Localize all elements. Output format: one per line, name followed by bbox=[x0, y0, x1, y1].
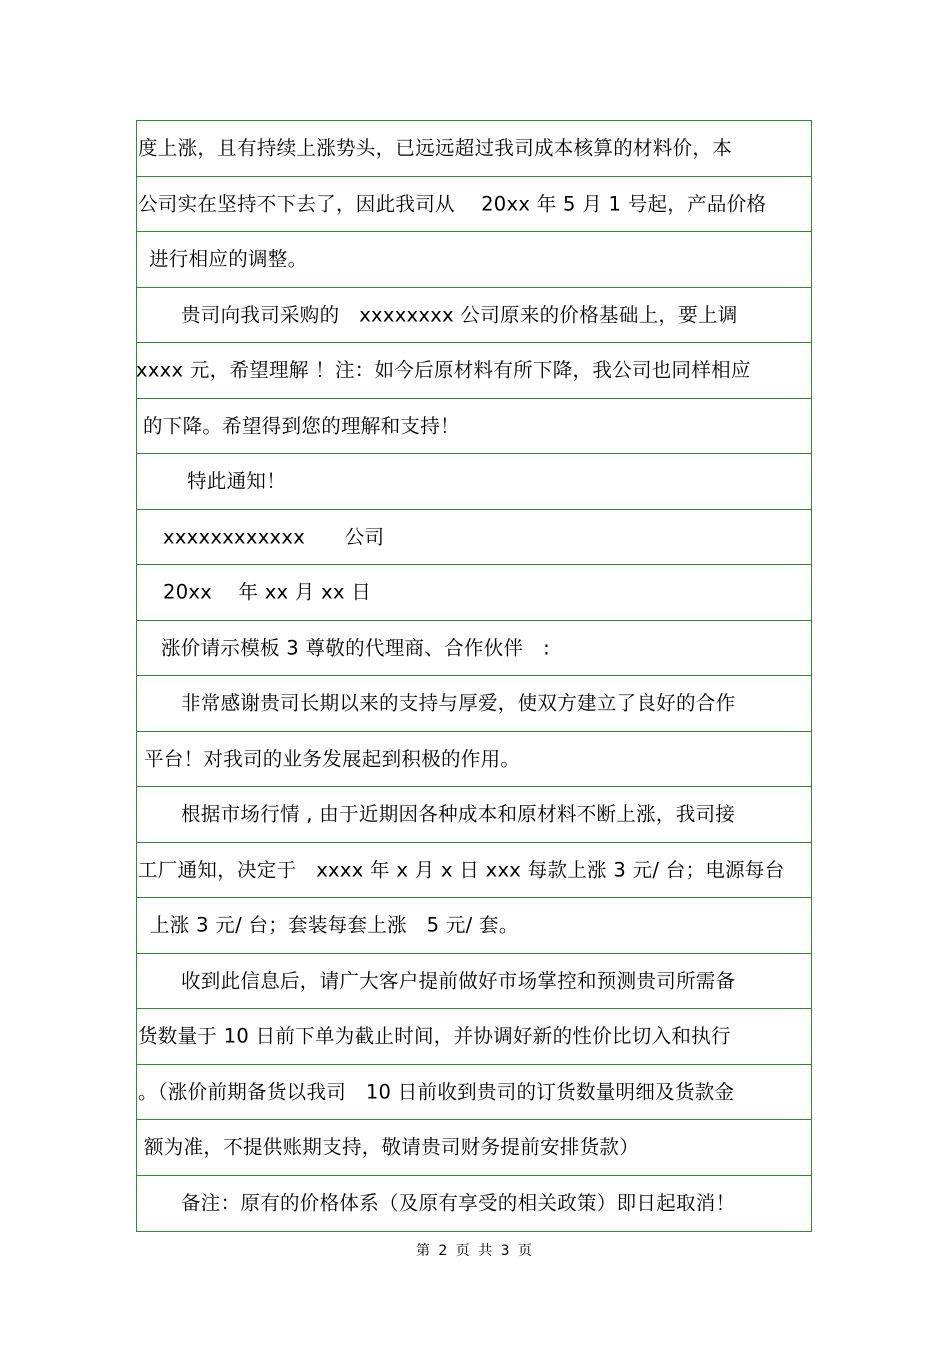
text-row bbox=[137, 565, 811, 621]
text-row bbox=[137, 954, 811, 1010]
text-row bbox=[137, 843, 811, 899]
text-row bbox=[137, 1009, 811, 1065]
text-line: 贵司向我司采购的 xxxxxxxx 公司原来的价格基础上，要上调 bbox=[181, 303, 738, 326]
text-line: 公司实在坚持不下去了，因此我司从 20xx 年 5 月 1 号起，产品价格 bbox=[138, 192, 767, 215]
text-line: 备注：原有的价格体系（及原有享受的相关政策）即日起取消！ bbox=[181, 1191, 736, 1215]
text-row bbox=[137, 898, 811, 954]
text-row bbox=[137, 1120, 811, 1176]
text-line: 进行相应的调整。 bbox=[149, 247, 308, 271]
text-row bbox=[137, 454, 811, 510]
text-row bbox=[137, 1065, 811, 1121]
text-row bbox=[137, 1176, 811, 1232]
text-line: 的下降。希望得到您的理解和支持！ bbox=[143, 414, 460, 437]
text-line: 非常感谢贵司长期以来的支持与厚爱，使双方建立了良好的合作 bbox=[181, 691, 736, 715]
text-line: 根据市场行情 , 由于近期因各种成本和原材料不断上涨，我司接 bbox=[181, 802, 736, 826]
text-row bbox=[137, 787, 811, 843]
text-row bbox=[137, 621, 811, 677]
company-name: xxxxxxxxxxxx 公司 bbox=[163, 525, 385, 548]
text-line: 货数量于 10 日前下单为截止时间，并协调好新的性价比切入和执行 bbox=[138, 1024, 731, 1048]
text-row bbox=[137, 343, 811, 399]
text-row bbox=[137, 510, 811, 566]
text-line: 收到此信息后，请广大客户提前做好市场掌控和预测贵司所需备 bbox=[181, 969, 736, 992]
text-line: 涨价请示模板 3 尊敬的代理商、合作伙伴 : bbox=[161, 636, 550, 659]
text-row bbox=[137, 177, 811, 233]
text-row bbox=[137, 121, 811, 177]
text-row bbox=[137, 232, 811, 288]
text-line: 工厂通知，决定于 xxxx 年 x 月 x 日 xxx 每款上涨 3 元/ 台；电源每台 bbox=[138, 858, 785, 881]
document-table bbox=[136, 120, 812, 1232]
text-row bbox=[137, 399, 811, 455]
text-row bbox=[137, 676, 811, 732]
date-line: 20xx 年 xx 月 xx 日 bbox=[163, 580, 372, 604]
text-line: 特此通知！ bbox=[187, 469, 287, 493]
text-row bbox=[137, 732, 811, 788]
text-line: 平台！对我司的业务发展起到积极的作用。 bbox=[144, 747, 521, 770]
text-row bbox=[137, 288, 811, 344]
text-line: 上涨 3 元/ 台；套装每套上涨 5 元/ 套。 bbox=[150, 913, 519, 937]
text-line: 。（涨价前期备货以我司 10 日前收到贵司的订货数量明细及货款金 bbox=[138, 1080, 735, 1103]
text-line: 度上涨，且有持续上涨势头，已远远超过我司成本核算的材料价，本 bbox=[138, 136, 733, 160]
page-number: 第 2 页 共 3 页 bbox=[415, 1243, 535, 1259]
text-line: 额为准，不提供账期支持，敬请贵司财务提前安排货款） bbox=[144, 1135, 640, 1159]
text-line: xxxx 元，希望理解 ！注：如今后原材料有所下降，我公司也同样相应 bbox=[136, 358, 751, 382]
